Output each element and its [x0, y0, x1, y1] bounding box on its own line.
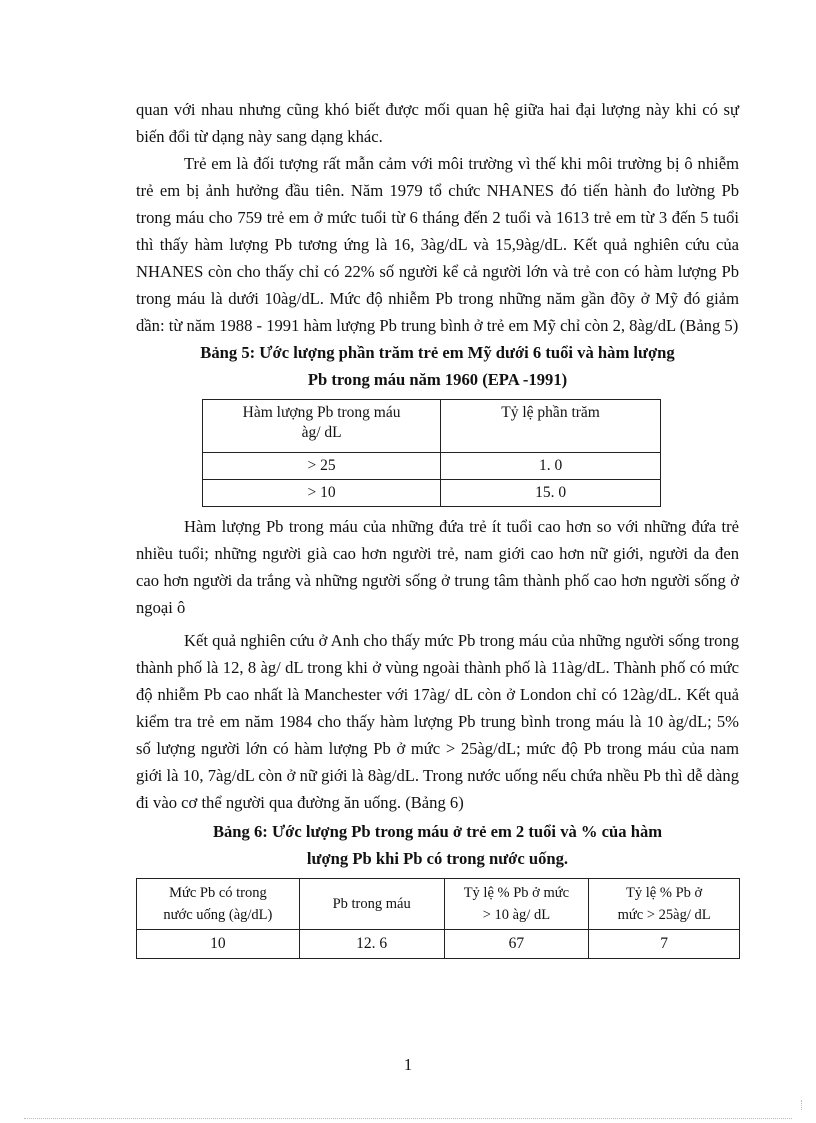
table-cell: > 10	[203, 480, 441, 507]
table-header-cell: Tỷ lệ phần trăm	[441, 400, 661, 453]
paragraph: Trẻ em là đối tượng rất mẫn cảm với môi trường vì thế khi môi trường bị ô nhiễm trẻ em bị ảnh hưởng đầu tiên. Năm 1979 tổ chức NHANES đó tiến hành đo lường Pb trong máu cho 759 trẻ em ở mức tuổi từ 6 tháng đến 2 tuổi và 1613 trẻ em từ 3 đến 5 tuổi thì thấy hàm lượng Pb tương ứng là 16, 3àg/dL và 15,9àg/dL. Kết quả nghiên cứu của NHANES còn cho thấy chỉ có 22% số người kể cả người lớn và trẻ con có hàm lượng Pb trong máu là dưới 10àg/dL. Mức độ nhiễm Pb trong những năm gần đõy ở Mỹ đó giảm dần: từ năm 1988 - 1991 hàm lượng Pb trung bình ở trẻ em Mỹ chỉ còn 2, 8àg/dL (Bảng 5)	[136, 154, 739, 335]
paragraph: Hàm lượng Pb trong máu của những đứa trẻ ít tuổi cao hơn so với những đứa trẻ nhiều tuổi; những người già cao hơn người trẻ, nam giới cao hơn nữ giới, người da đen cao hơn người da trắng và những người sống ở trung tâm thành phố cao hơn người sống ở ngoại ô	[136, 517, 739, 617]
page-corner-mark	[791, 1100, 802, 1110]
table-row	[203, 453, 661, 480]
table-cell: > 25	[203, 453, 441, 480]
table6-caption: Bảng 6: Ước lượng Pb trong máu ở trẻ em 2 tuổi và % của hàm lượng Pb khi Pb có trong nước uống.	[212, 822, 663, 868]
document-page	[136, 96, 739, 959]
table-header-cell: Hàm lượng Pb trong máu àg/ dL	[203, 400, 441, 453]
table5-caption: Bảng 5: Ước lượng phần trăm trẻ em Mỹ dưới 6 tuổi và hàm lượng Pb trong máu năm 1960 (EPA -1991)	[200, 343, 675, 389]
table-header-cell: Pb trong máu	[299, 879, 444, 930]
table6	[136, 878, 740, 959]
paragraph: Kết quả nghiên cứu ở Anh cho thấy mức Pb trong máu của những người sống trong thành phố là 12, 8 àg/ dL trong khi ở vùng ngoài thành phố là 11àg/dL. Thành phố có mức độ nhiễm Pb cao nhất là Manchester với 17àg/ dL còn ở London chỉ có 12àg/dL. Kết quả kiểm tra trẻ em năm 1984 cho thấy hàm lượng Pb trung bình trong máu là 10 àg/dL; 5% số lượng người lớn có hàm lượng Pb ở mức > 25àg/dL; mức độ Pb trong máu của nam giới là 10, 7àg/dL còn ở nữ giới là 8àg/dL. Trong nước uống nếu chứa nhều Pb thì dễ dàng đi vào cơ thể người qua đường ăn uống. (Bảng 6)	[136, 631, 739, 812]
table-header-row	[203, 400, 661, 453]
table-row	[137, 930, 740, 959]
table-header-cell: Mức Pb có trong nước uống (àg/dL)	[137, 879, 300, 930]
table-cell: 1. 0	[441, 453, 661, 480]
table-cell: 67	[444, 930, 589, 959]
table-header-cell: Tỷ lệ % Pb ở mức > 10 àg/ dL	[444, 879, 589, 930]
paragraph: quan với nhau nhưng cũng khó biết được mối quan hệ giữa hai đại lượng này khi có sự biến đổi từ dạng này sang dạng khác.	[136, 100, 739, 146]
footer-divider	[24, 1118, 792, 1119]
table-header-cell: Tỷ lệ % Pb ở mức > 25àg/ dL	[589, 879, 740, 930]
table-row	[203, 480, 661, 507]
table-cell: 12. 6	[299, 930, 444, 959]
table-cell: 10	[137, 930, 300, 959]
table5	[202, 399, 661, 507]
table-cell: 7	[589, 930, 740, 959]
table-header-row	[137, 879, 740, 930]
table-cell: 15. 0	[441, 480, 661, 507]
page-number: 1	[403, 1055, 413, 1074]
